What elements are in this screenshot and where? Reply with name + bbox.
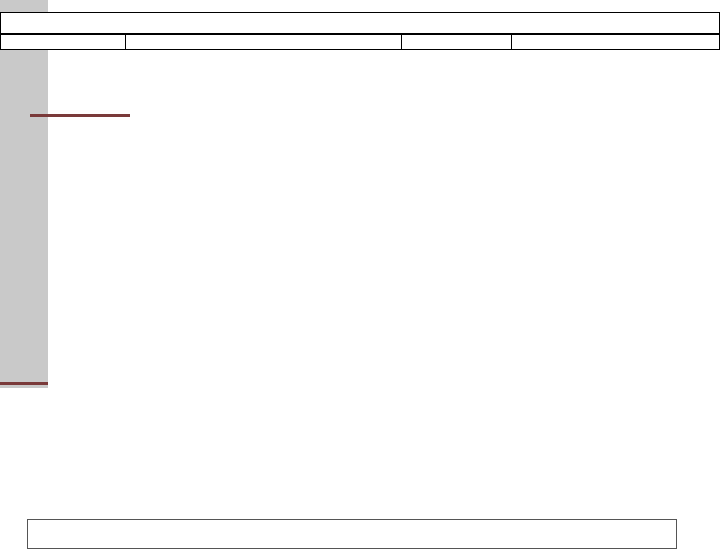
header-bar — [0, 34, 720, 50]
accent-line — [30, 114, 130, 117]
page-title — [0, 12, 720, 34]
accent-line-bottom — [0, 382, 48, 385]
answer-box[interactable] — [27, 519, 677, 549]
side-decoration — [0, 0, 48, 388]
